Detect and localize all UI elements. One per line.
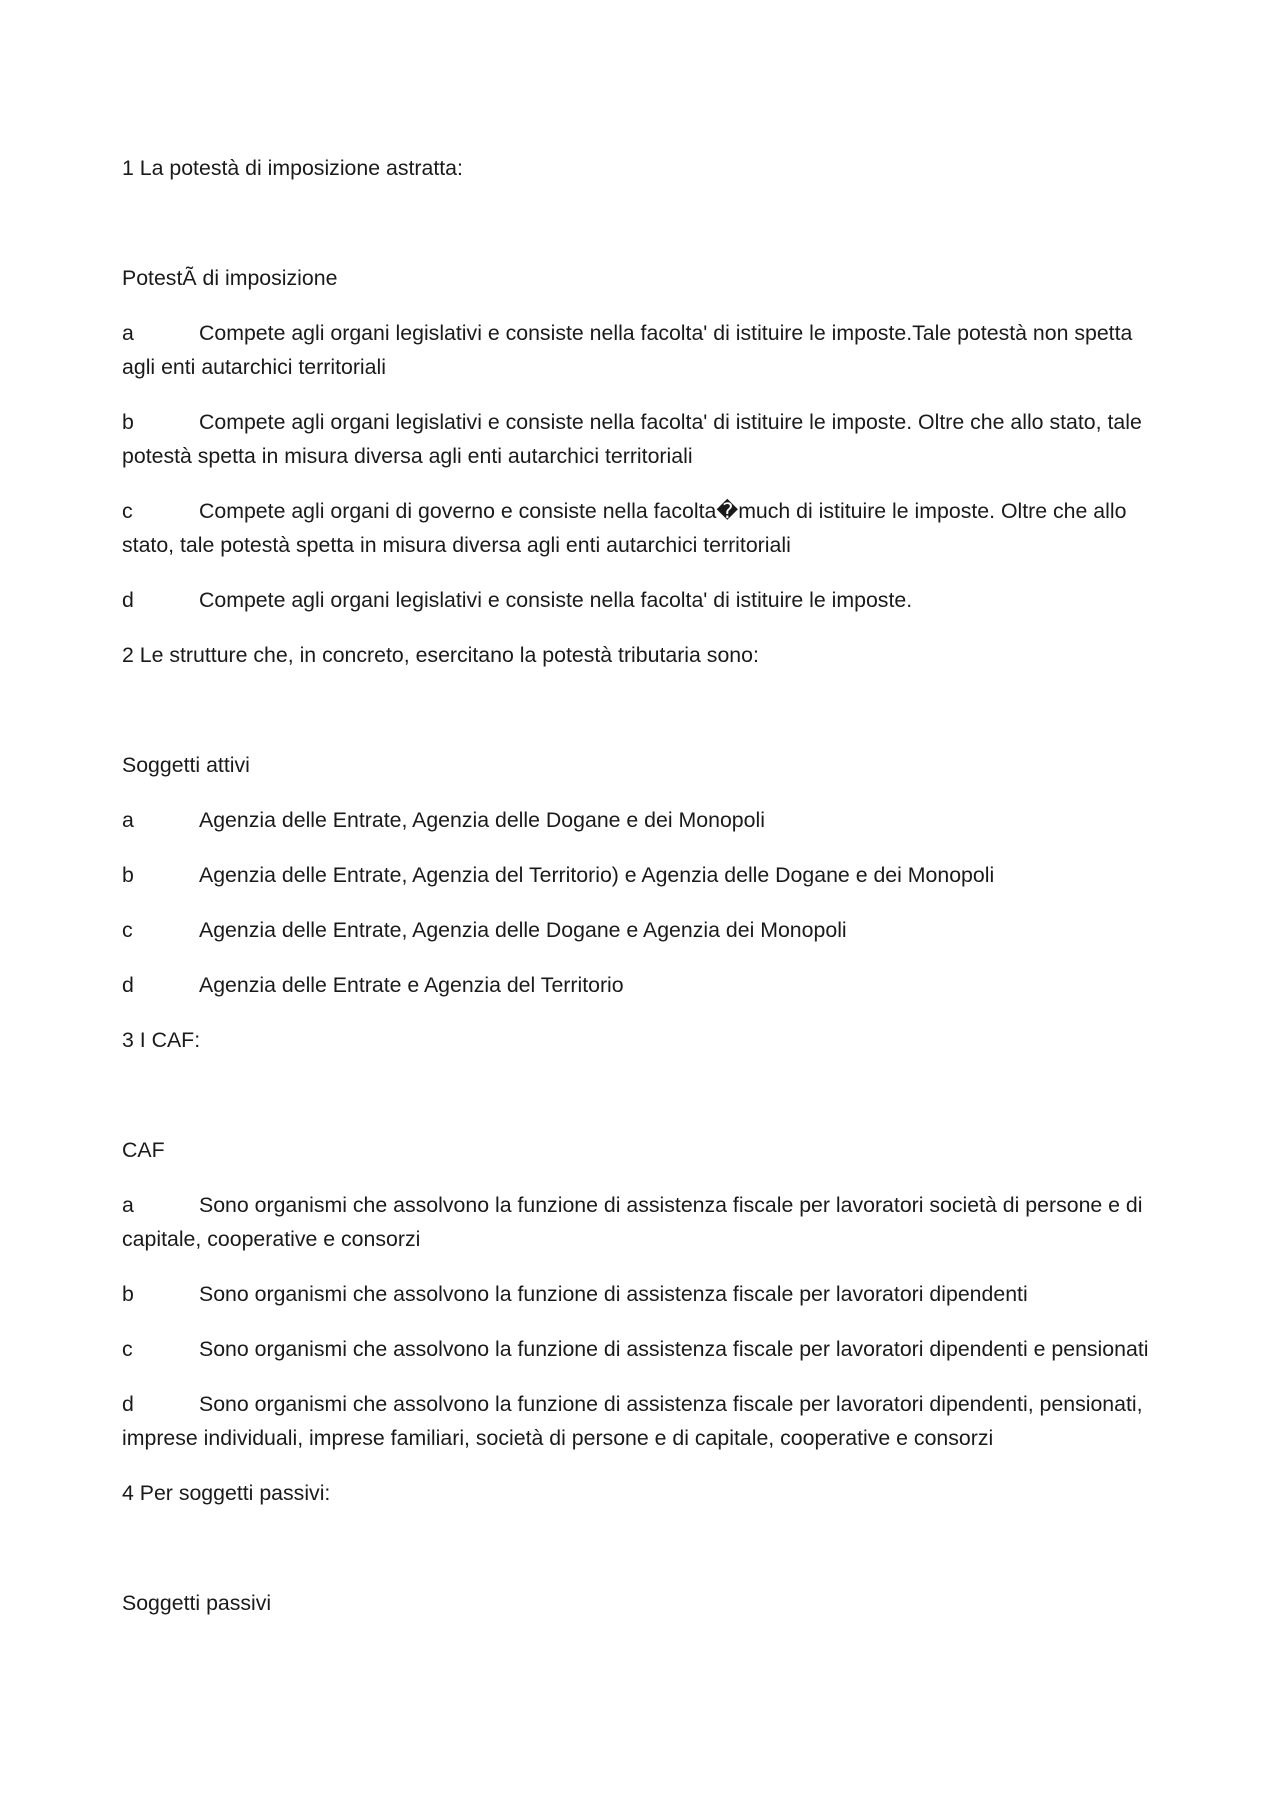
answer-option: [122, 1387, 1162, 1455]
answer-text: Agenzia delle Entrate, Agenzia delle Dogane e dei Monopoli: [199, 808, 765, 832]
answer-letter: b: [122, 1282, 134, 1306]
blank-gap: [122, 693, 1162, 748]
blank-gap: [122, 1078, 1162, 1133]
answer-letter: a: [122, 1193, 134, 1217]
answer-letter: c: [122, 1337, 133, 1361]
question-topic: Soggetti attivi: [122, 753, 250, 777]
answer-text: Compete agli organi di governo e consiste nella facolta�much di istituire le imposte. Oltre che allo stato, tale potestà spetta in misura diversa agli enti autarchici territoriali: [122, 499, 1127, 557]
answer-option: [122, 803, 1162, 837]
answer-option: [122, 583, 1162, 617]
answer-option: [122, 494, 1162, 562]
answer-letter: c: [122, 918, 133, 942]
answer-letter: c: [122, 499, 133, 523]
answer-option: [122, 316, 1162, 384]
question-title: 3 I CAF:: [122, 1028, 201, 1052]
question-title: 4 Per soggetti passivi:: [122, 1481, 331, 1505]
answer-letter: d: [122, 973, 134, 997]
answer-letter: d: [122, 588, 134, 612]
answer-text: Agenzia delle Entrate e Agenzia del Territorio: [199, 973, 624, 997]
answer-option: [122, 968, 1162, 1002]
question-topic: CAF: [122, 1138, 165, 1162]
answer-letter: b: [122, 863, 134, 887]
answer-option: [122, 913, 1162, 947]
answer-text: Agenzia delle Entrate, Agenzia delle Dogane e Agenzia dei Monopoli: [199, 918, 847, 942]
answer-option: [122, 858, 1162, 892]
answer-letter: b: [122, 410, 134, 434]
answer-text: Sono organismi che assolvono la funzione di assistenza fiscale per lavoratori dipendenti: [199, 1282, 1028, 1306]
answer-text: Agenzia delle Entrate, Agenzia del Territorio) e Agenzia delle Dogane e dei Monopoli: [199, 863, 995, 887]
question-title: 1 La potestà di imposizione astratta:: [122, 156, 463, 180]
question-topic: PotestÃ di imposizione: [122, 266, 338, 290]
answer-option: [122, 1277, 1162, 1311]
document-content: [122, 151, 1162, 1641]
answer-option: [122, 405, 1162, 473]
answer-text: Sono organismi che assolvono la funzione di assistenza fiscale per lavoratori dipendenti, pensionati, imprese individuali, imprese familiari, società di persone e di capitale, cooperative e consorzi: [122, 1392, 1143, 1450]
answer-text: Compete agli organi legislativi e consiste nella facolta' di istituire le imposte. Oltre che allo stato, tale potestà spetta in misura diversa agli enti autarchici territoriali: [122, 410, 1142, 468]
answer-letter: d: [122, 1392, 134, 1416]
answer-option: [122, 1188, 1162, 1256]
blank-gap: [122, 206, 1162, 261]
answer-option: [122, 1332, 1162, 1366]
answer-letter: a: [122, 808, 134, 832]
question-title: 2 Le strutture che, in concreto, esercitano la potestà tributaria sono:: [122, 643, 759, 667]
blank-gap: [122, 1531, 1162, 1586]
question-topic: Soggetti passivi: [122, 1591, 272, 1615]
answer-text: Compete agli organi legislativi e consiste nella facolta' di istituire le imposte.Tale potestà non spetta agli enti autarchici territoriali: [122, 321, 1133, 379]
answer-text: Sono organismi che assolvono la funzione di assistenza fiscale per lavoratori dipendenti e pensionati: [199, 1337, 1149, 1361]
answer-text: Compete agli organi legislativi e consiste nella facolta' di istituire le imposte.: [199, 588, 913, 612]
answer-text: Sono organismi che assolvono la funzione di assistenza fiscale per lavoratori società di persone e di capitale, cooperative e consorzi: [122, 1193, 1143, 1251]
answer-letter: a: [122, 321, 134, 345]
